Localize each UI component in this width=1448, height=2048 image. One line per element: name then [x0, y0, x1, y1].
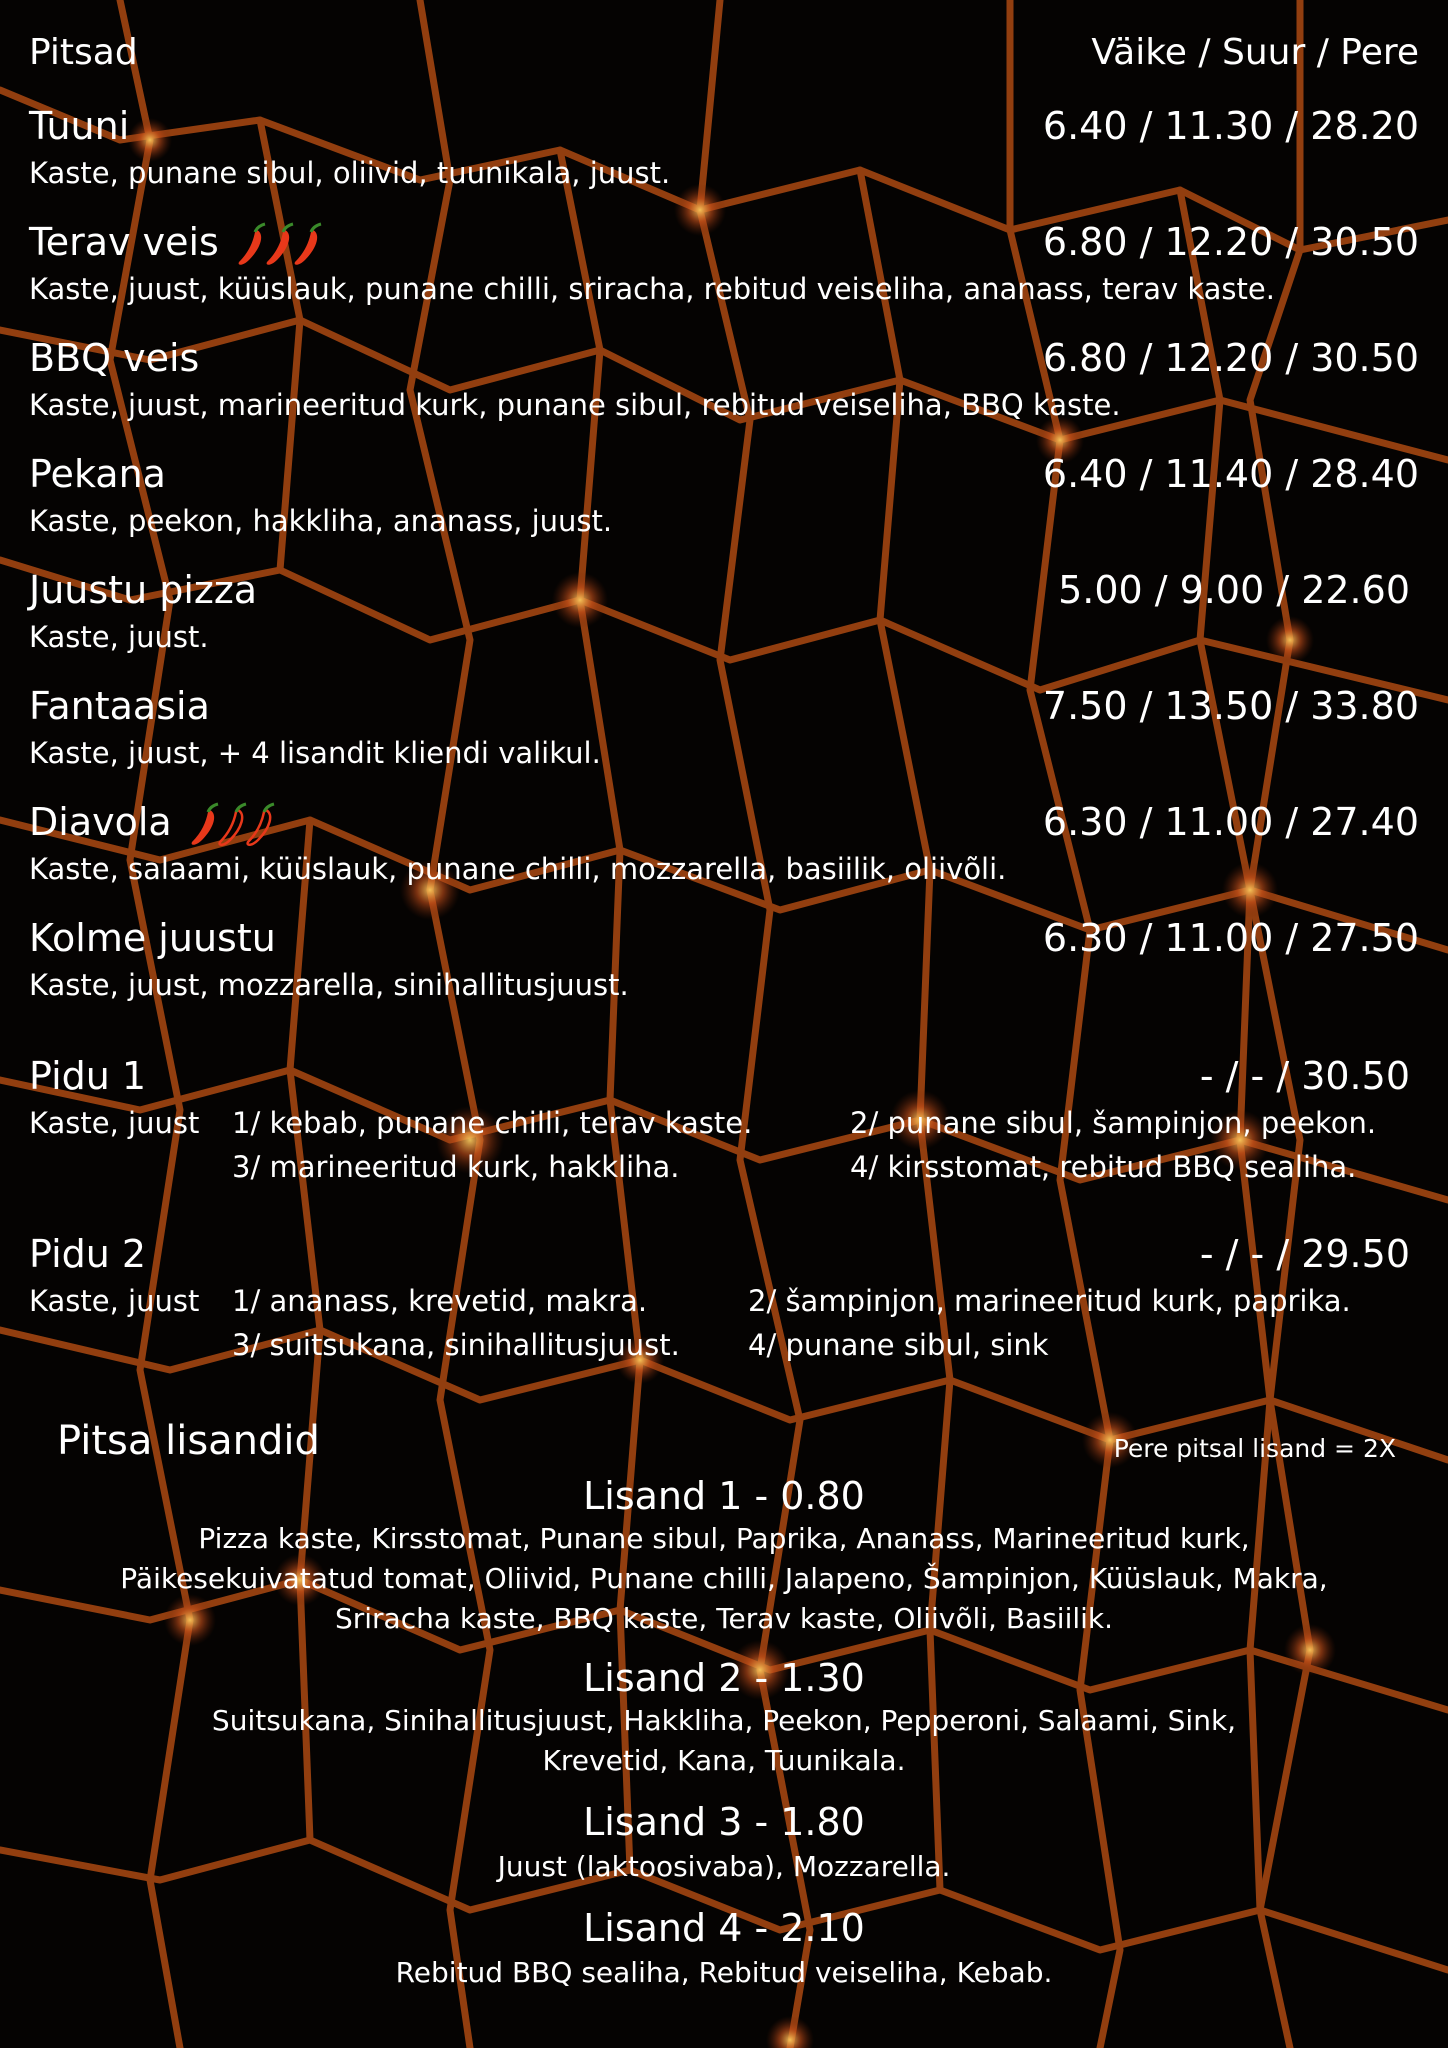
pidu-option: 1/ kebab, punane chilli, terav kaste. — [232, 1106, 753, 1140]
size-header: Väike / Suur / Pere — [1091, 32, 1419, 73]
pidu-base: Kaste, juust — [29, 1284, 200, 1318]
topping-group-heading: Lisand 1 - 0.80 — [583, 1474, 865, 1518]
pidu-price: - / - / 29.50 — [1199, 1232, 1410, 1276]
pizza-description: Kaste, juust, marineeritud kurk, punane sibul, rebitud veiseliha, BBQ kaste. — [29, 388, 1121, 422]
pizza-price: 6.30 / 11.00 / 27.40 — [1042, 800, 1419, 844]
pizza-name: Juustu pizza — [29, 568, 258, 612]
pizza-description: Kaste, juust. — [29, 620, 209, 654]
pizza-name: Diavola — [29, 800, 172, 844]
topping-list-line: Juust (laktoosivaba), Mozzarella. — [497, 1850, 951, 1883]
topping-group-heading: Lisand 3 - 1.80 — [583, 1800, 865, 1844]
pidu-name: Pidu 2 — [29, 1232, 147, 1276]
topping-list-line: Pizza kaste, Kirsstomat, Punane sibul, Paprika, Ananass, Marineeritud kurk, — [198, 1522, 1250, 1555]
pidu-option: 2/ punane sibul, šampinjon, peekon. — [850, 1106, 1377, 1140]
pidu-name: Pidu 1 — [29, 1054, 147, 1098]
topping-group-heading: Lisand 4 - 2.10 — [583, 1906, 865, 1950]
topping-list-line: Suitsukana, Sinihallitusjuust, Hakkliha, Peekon, Pepperoni, Salaami, Sink, — [211, 1704, 1237, 1737]
pizza-price: 5.00 / 9.00 / 22.60 — [1058, 568, 1410, 612]
pizza-price: 6.30 / 11.00 / 27.50 — [1042, 916, 1419, 960]
pidu-option: 1/ ananass, krevetid, makra. — [232, 1284, 648, 1318]
chili-pepper-icon — [235, 222, 327, 268]
pizza-description: Kaste, juust, küüslauk, punane chilli, sriracha, rebitud veiseliha, ananass, terav kaste. — [29, 272, 1275, 306]
section-title-pitsad: Pitsad — [29, 32, 138, 73]
pizza-name-row — [29, 800, 280, 848]
pizza-description: Kaste, punane sibul, oliivid, tuunikala, juust. — [29, 156, 671, 190]
pizza-name: BBQ veis — [29, 336, 200, 380]
topping-list-line: Rebitud BBQ sealiha, Rebitud veiseliha, Kebab. — [395, 1956, 1053, 1989]
pizza-name: Fantaasia — [29, 684, 210, 728]
pidu-option: 4/ kirsstomat, rebitud BBQ sealiha. — [850, 1150, 1357, 1184]
pizza-description: Kaste, salaami, küüslauk, punane chilli, mozzarella, basiilik, oliivõli. — [29, 852, 1007, 886]
pizza-price: 7.50 / 13.50 / 33.80 — [1042, 684, 1419, 728]
pizza-price: 6.40 / 11.30 / 28.20 — [1042, 104, 1419, 148]
pizza-price: 6.80 / 12.20 / 30.50 — [1042, 220, 1419, 264]
pizza-name: Pekana — [29, 452, 166, 496]
pidu-base: Kaste, juust — [29, 1106, 200, 1140]
topping-list-line: Krevetid, Kana, Tuunikala. — [542, 1744, 906, 1777]
topping-list-line: Päikesekuivatatud tomat, Oliivid, Punane chilli, Jalapeno, Šampinjon, Küüslauk, Makra, — [120, 1562, 1328, 1595]
pidu-option: 2/ šampinjon, marineeritud kurk, paprika. — [748, 1284, 1351, 1318]
family-pizza-note: Pere pitsal lisand = 2X — [1113, 1434, 1396, 1463]
pizza-description: Kaste, peekon, hakkliha, ananass, juust. — [29, 504, 613, 538]
pizza-name: Tuuni — [29, 104, 130, 148]
topping-group-heading: Lisand 2 - 1.30 — [583, 1656, 865, 1700]
pidu-option: 3/ marineeritud kurk, hakkliha. — [232, 1150, 680, 1184]
pizza-price: 6.80 / 12.20 / 30.50 — [1042, 336, 1419, 380]
chili-pepper-icon — [188, 802, 280, 848]
pizza-name: Terav veis — [29, 220, 219, 264]
pizza-name: Kolme juustu — [29, 916, 276, 960]
pizza-description: Kaste, juust, mozzarella, sinihallitusjuust. — [29, 968, 629, 1002]
pizza-price: 6.40 / 11.40 / 28.40 — [1042, 452, 1419, 496]
pidu-option: 3/ suitsukana, sinihallitusjuust. — [232, 1328, 680, 1362]
pizza-description: Kaste, juust, + 4 lisandit kliendi valikul. — [29, 736, 601, 770]
pidu-price: - / - / 30.50 — [1199, 1054, 1410, 1098]
pidu-option: 4/ punane sibul, sink — [748, 1328, 1049, 1362]
topping-list-line: Sriracha kaste, BBQ kaste, Terav kaste, Oliivõli, Basiilik. — [334, 1602, 1114, 1635]
pizza-name-row — [29, 220, 327, 268]
toppings-title: Pitsa lisandid — [57, 1418, 320, 1464]
